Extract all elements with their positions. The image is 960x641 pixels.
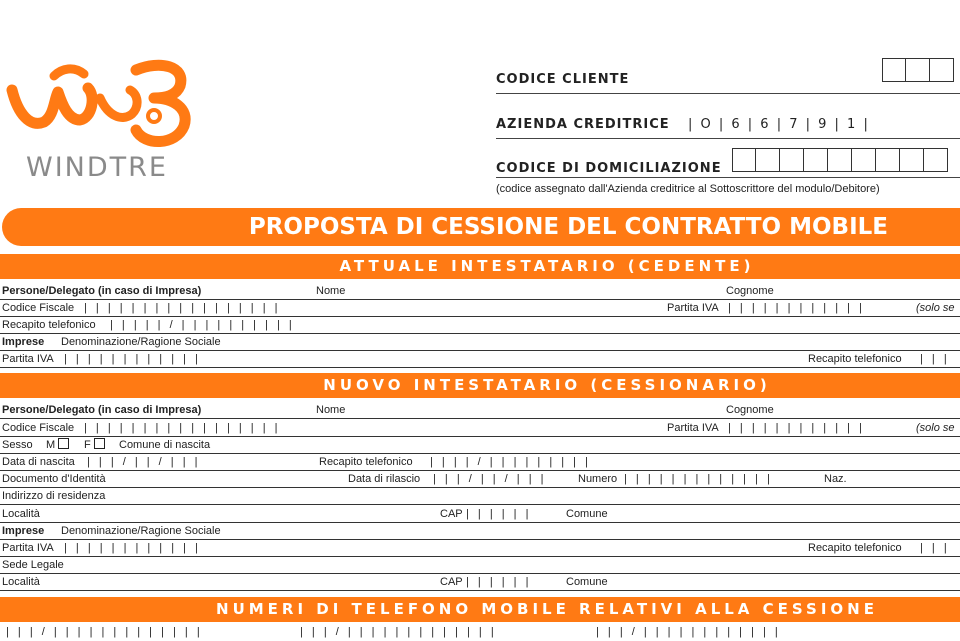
domiciliazione-note: (codice assegnato dall'Azienda creditrice al Sottoscrittore del modulo/Debitore) xyxy=(496,183,880,195)
cessionario-row-piva[interactable] xyxy=(0,540,960,557)
localita-label: Località xyxy=(2,576,40,588)
numero-slots-3[interactable]: | | | / | | | | | | | | | | | | xyxy=(596,626,778,638)
partita-iva-slots[interactable]: | | | | | | | | | | | | xyxy=(728,422,862,434)
cap-slots[interactable]: | | | | | | xyxy=(466,576,529,588)
divider xyxy=(496,138,960,139)
sesso-m-label: M xyxy=(46,439,56,451)
recapito-slots[interactable]: | | | | | / | | | | | | | | | | xyxy=(110,319,292,331)
cedente-row-persone xyxy=(0,283,960,300)
numero-slots-1[interactable]: | | | / | | | | | | | | | | | | | xyxy=(6,626,200,638)
cessionario-row-nascita[interactable] xyxy=(0,454,960,471)
cedente-row-imprese[interactable] xyxy=(0,334,960,351)
sesso-f-label: F xyxy=(84,439,91,451)
cedente-row-cf[interactable] xyxy=(0,300,960,317)
comune-nascita-label: Comune di nascita xyxy=(119,439,211,451)
section-banner-numeri: NUMERI DI TELEFONO MOBILE RELATIVI ALLA CESSIONE xyxy=(0,597,960,622)
title-banner xyxy=(2,208,960,246)
nome-label: Nome xyxy=(316,285,346,297)
cedente-row-piva[interactable] xyxy=(0,351,960,368)
azienda-creditrice-label: AZIENDA CREDITRICE xyxy=(496,117,670,132)
documento-label: Documento d'Identità xyxy=(2,473,106,485)
nazionalita-label: Naz. xyxy=(824,473,847,485)
partita-iva-label: Partita IVA xyxy=(667,422,719,434)
partita-iva-slots[interactable]: | | | | | | | | | | | | xyxy=(64,353,198,365)
cessionario-row-sede[interactable] xyxy=(0,557,960,574)
cedente-row-recapito[interactable] xyxy=(0,317,960,334)
comune-label: Comune xyxy=(566,576,608,588)
windtre-wordmark: WINDTRE xyxy=(26,152,168,183)
divider xyxy=(496,93,960,94)
partita-iva-label: Partita IVA xyxy=(667,302,719,314)
solo-se-note: (solo se xyxy=(916,302,955,314)
cessionario-row-sesso[interactable] xyxy=(0,437,960,454)
cessionario-row-localita[interactable] xyxy=(0,506,960,523)
section-banner-cessionario: NUOVO INTESTATARIO (CESSIONARIO) xyxy=(0,373,960,398)
partita-iva-slots[interactable]: | | | | | | | | | | | | xyxy=(728,302,862,314)
sesso-label: Sesso xyxy=(2,439,33,451)
data-rilascio-label: Data di rilascio xyxy=(348,473,421,485)
numero-slots[interactable]: | | | | | | | | | | | | | xyxy=(624,473,770,485)
cessionario-row-localita2[interactable] xyxy=(0,574,960,591)
sesso-m-option[interactable] xyxy=(46,437,69,453)
page-title: PROPOSTA DI CESSIONE DEL CONTRATTO MOBILE xyxy=(248,214,888,240)
nome-label: Nome xyxy=(316,404,346,416)
recapito-label: Recapito telefonico xyxy=(319,456,413,468)
imprese-label: Imprese xyxy=(2,336,45,348)
cessionario-row-imprese[interactable] xyxy=(0,523,960,540)
recapito-label: Recapito telefonico xyxy=(808,542,902,554)
comune-label: Comune xyxy=(566,508,608,520)
codice-fiscale-label: Codice Fiscale xyxy=(2,422,75,434)
denominazione-label: Denominazione/Ragione Sociale xyxy=(61,336,221,348)
recapito-slots[interactable]: | | | xyxy=(920,542,947,554)
denominazione-label: Denominazione/Ragione Sociale xyxy=(61,525,221,537)
windtre-logo-mark xyxy=(4,56,194,152)
cessionario-row-cf[interactable] xyxy=(0,420,960,437)
cessionario-row-indirizzo[interactable] xyxy=(0,488,960,505)
codice-domiciliazione-label: CODICE DI DOMICILIAZIONE xyxy=(496,161,722,176)
azienda-creditrice-value: | O | 6 | 6 | 7 | 9 | 1 | xyxy=(688,117,870,132)
cessionario-row-persone xyxy=(0,402,960,419)
section-banner-cedente: ATTUALE INTESTATARIO (CEDENTE) xyxy=(0,254,960,279)
recapito-slots[interactable]: | | | xyxy=(920,353,947,365)
indirizzo-label: Indirizzo di residenza xyxy=(2,490,106,502)
sesso-f-option[interactable] xyxy=(84,437,105,453)
cognome-label: Cognome xyxy=(726,404,774,416)
codice-fiscale-label: Codice Fiscale xyxy=(2,302,75,314)
divider xyxy=(496,177,960,178)
persone-label: Persone/Delegato (in caso di Impresa) xyxy=(2,285,202,297)
persone-label: Persone/Delegato (in caso di Impresa) xyxy=(2,404,202,416)
cessionario-row-documento[interactable] xyxy=(0,471,960,488)
cap-label: CAP xyxy=(440,508,463,520)
partita-iva-slots[interactable]: | | | | | | | | | | | | xyxy=(64,542,198,554)
partita-iva-label: Partita IVA xyxy=(2,353,54,365)
codice-fiscale-slots[interactable]: | | | | | | | | | | | | | | | | | xyxy=(84,302,278,314)
numeri-row[interactable] xyxy=(0,624,960,641)
codice-domiciliazione-boxes[interactable] xyxy=(732,148,948,172)
sesso-m-checkbox[interactable] xyxy=(58,438,69,449)
codice-cliente-label: CODICE CLIENTE xyxy=(496,72,630,87)
data-nascita-slots[interactable]: | | | / | | / | | | xyxy=(87,456,198,468)
numero-slots-2[interactable]: | | | / | | | | | | | | | | | | | xyxy=(300,626,494,638)
recapito-slots[interactable]: | | | | / | | | | | | | | | xyxy=(430,456,588,468)
cap-label: CAP xyxy=(440,576,463,588)
data-nascita-label: Data di nascita xyxy=(2,456,75,468)
data-rilascio-slots[interactable]: | | | / | | / | | | xyxy=(433,473,544,485)
sesso-f-checkbox[interactable] xyxy=(94,438,105,449)
codice-fiscale-slots[interactable]: | | | | | | | | | | | | | | | | | xyxy=(84,422,278,434)
cognome-label: Cognome xyxy=(726,285,774,297)
recapito-label: Recapito telefonico xyxy=(808,353,902,365)
cap-slots[interactable]: | | | | | | xyxy=(466,508,529,520)
codice-cliente-boxes[interactable] xyxy=(882,58,954,82)
imprese-label: Imprese xyxy=(2,525,45,537)
solo-se-note: (solo se xyxy=(916,422,955,434)
recapito-label: Recapito telefonico xyxy=(2,319,96,331)
numero-label: Numero xyxy=(578,473,618,485)
localita-label: Località xyxy=(2,508,40,520)
partita-iva-label: Partita IVA xyxy=(2,542,54,554)
sede-legale-label: Sede Legale xyxy=(2,559,64,571)
